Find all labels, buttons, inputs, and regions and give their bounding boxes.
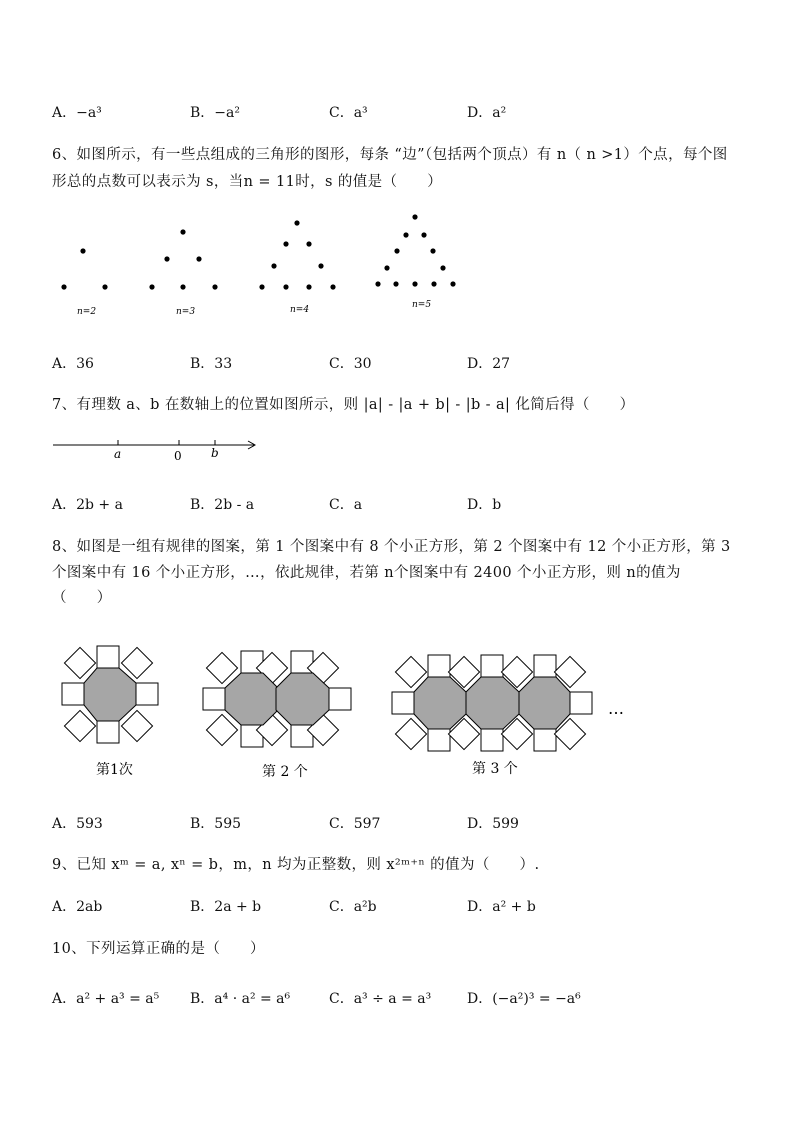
q8-ellipsis: …: [608, 699, 624, 718]
q10-option-d: D．(−a²)³ = −a⁶: [467, 991, 581, 1007]
q7-number-line: [50, 432, 265, 464]
q9-option-a: A．2ab: [52, 899, 103, 915]
q8-option-d: D．599: [467, 816, 519, 832]
q9-option-d: D．a² + b: [467, 899, 536, 915]
q8-label-pattern3: 第 3 个: [472, 761, 518, 777]
q8-stem-line1: 8、如图是一组有规律的图案，第 1 个图案中有 8 个小正方形，第 2 个图案中有 12 个小正方形，第 3: [52, 539, 731, 555]
q8-option-c: C．597: [329, 816, 381, 832]
q6-label-n5: n=5: [412, 300, 432, 310]
q6-option-a: A．36: [52, 356, 94, 372]
q8-label-pattern2: 第 2 个: [262, 764, 308, 780]
q7-option-a: A．2b + a: [52, 497, 123, 513]
q6-label-n2: n=2: [77, 307, 97, 317]
q8-octagon-pattern-figure: [55, 640, 645, 790]
q10-option-a: A．a² + a³ = a⁵: [52, 991, 160, 1007]
q7-axis-label-b: b: [211, 446, 219, 460]
q8-stem-line2: 个图案中有 16 个小正方形，…，依此规律，若第 n个图案中有 2400 个小正方形，则 n的值为: [52, 565, 681, 581]
q7-axis-label-a: a: [114, 447, 122, 461]
q6-dot-triangles-figure: [50, 205, 470, 320]
q8-option-a: A．593: [52, 816, 103, 832]
q6-label-n4: n=4: [290, 305, 310, 315]
q6-option-c: C．30: [329, 356, 372, 372]
q6-stem-line2: 形总的点数可以表示为 s，当n = 11时，s 的值是（ ）: [52, 174, 443, 190]
q6-stem-line1: 6、如图所示，有一些点组成的三角形的图形，每条 “边”（包括两个顶点）有 n（ n >1）个点，每个图: [52, 147, 728, 163]
q6-label-n3: n=3: [176, 307, 196, 317]
q5-option-d: D．a²: [467, 105, 507, 121]
q6-option-b: B．33: [190, 356, 233, 372]
q10-option-b: B．a⁴ · a² = a⁶: [190, 991, 291, 1007]
q7-option-d: D．b: [467, 497, 502, 513]
q7-stem: 7、有理数 a、b 在数轴上的位置如图所示，则 |a| - |a + b| - |b - a| 化简后得（ ）: [52, 397, 635, 413]
q10-stem: 10、下列运算正确的是（ ）: [52, 941, 265, 957]
q8-option-b: B．595: [190, 816, 242, 832]
q5-option-c: C．a³: [329, 105, 368, 121]
q9-option-b: B．2a + b: [190, 899, 262, 915]
q6-option-d: D．27: [467, 356, 511, 372]
q5-option-b: B．−a²: [190, 105, 240, 121]
q9-option-c: C．a²b: [329, 899, 377, 915]
q8-stem-line3: （ ）: [52, 590, 112, 606]
q10-option-c: C．a³ ÷ a = a³: [329, 991, 432, 1007]
q9-stem: 9、已知 xᵐ = a, xⁿ = b，m，n 均为正整数，则 x²ᵐ⁺ⁿ 的值为（ ）.: [52, 857, 540, 873]
q7-option-c: C．a: [329, 497, 363, 513]
q7-axis-label-zero: 0: [174, 449, 182, 463]
q5-option-a: A．−a³: [52, 105, 102, 121]
q7-option-b: B．2b - a: [190, 497, 255, 513]
q8-label-pattern1: 第1次: [96, 762, 133, 778]
